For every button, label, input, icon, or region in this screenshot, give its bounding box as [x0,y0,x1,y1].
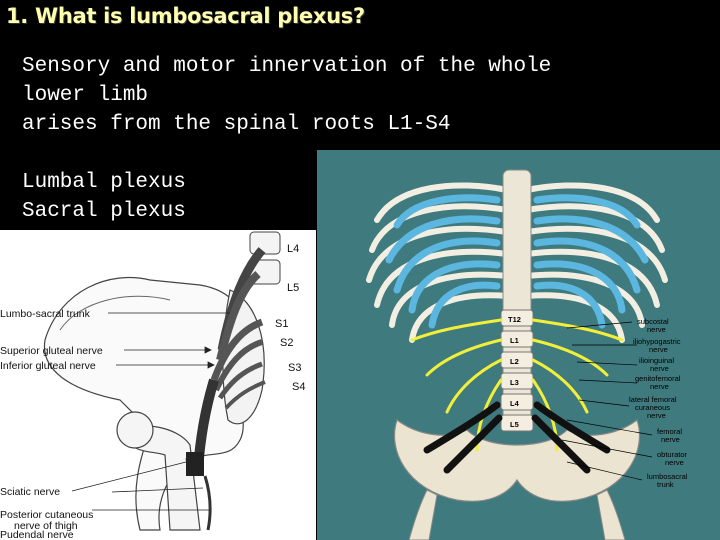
text-line-4: Lumbal plexus [22,171,186,194]
root-label-s4: S4 [292,381,306,393]
text-line-3: arises from the spinal roots L1-S4 [22,113,451,136]
label-inferior-gluteal-nerve: Inferior gluteal nerve [0,360,96,372]
label-femoral: femoral [657,427,683,436]
femur-right [597,490,625,540]
vertebra-label-l2: L2 [510,357,519,366]
posterior-cutaneous-branch [205,476,210,530]
root-label-s3: S3 [288,362,302,374]
spine-column [503,170,531,430]
label-sciatic-nerve: Sciatic nerve [0,486,61,498]
root-label-l4: L4 [287,243,300,255]
label-pudendal-nerve: Pudendal nerve [0,529,74,540]
sacral-plexus-drawing [0,230,316,540]
root-label-s1: S1 [275,318,289,330]
vertebra-label-t12: T12 [508,315,521,324]
text-line-2: lower limb [22,84,149,107]
text-line-5: Sacral plexus [22,200,186,223]
text-line-1: Sensory and motor innervation of the whole [22,55,552,78]
label-lateral-femoral-nerve: nerve [647,411,666,420]
label-curaneous: curaneous [635,403,671,412]
label-ilioinguinal-nerve: nerve [650,364,669,373]
vertebra-label-l4: L4 [510,399,519,408]
slide-title: 1. What is lumbosacral plexus? [6,4,365,28]
femur-left [409,490,437,540]
label-lumbo-sacral-trunk: Lumbo-sacral trunk [0,308,90,320]
label-ilioinguinal: ilioinguinal [639,356,675,365]
label-subcostal-nerve: nerve [647,325,666,334]
lumbar-plexus-drawing [317,150,720,540]
pelvis [395,420,640,501]
label-posterior-cutaneous-line1: Posterior cutaneous [0,509,94,521]
vertebra-label-l5: L5 [510,420,519,429]
vertebra-label-l3: L3 [510,378,519,387]
root-label-l5: L5 [287,282,300,294]
vertebra-label-l1: L1 [510,336,519,345]
label-obturator-nerve: nerve [665,458,684,467]
label-subcostal: subcostal [637,317,669,326]
sacral-plexus-illustration [0,230,316,540]
vertebra-l4 [250,232,280,254]
label-genitofemoral-nerve: nerve [650,382,669,391]
label-iliohypogastric: iliohypogastric [633,337,681,346]
root-label-s2: S2 [280,337,294,349]
label-lumbosacral-trunk: trunk [657,480,674,489]
label-lumbosacral: lumbosacral [647,472,688,481]
label-femoral-nerve: nerve [661,435,680,444]
label-superior-gluteal-nerve: Superior gluteal nerve [0,345,103,357]
label-obturator: obturator [657,450,688,459]
lumbar-plexus-illustration [317,150,720,540]
label-genitofemoral: genitofemoral [635,374,681,383]
label-lateral-femoral: lateral femoral [629,395,677,404]
femoral-head [117,412,153,448]
label-posterior-cutaneous-line2: nerve of thigh [14,520,78,532]
label-iliohypogastric-nerve: nerve [649,345,668,354]
